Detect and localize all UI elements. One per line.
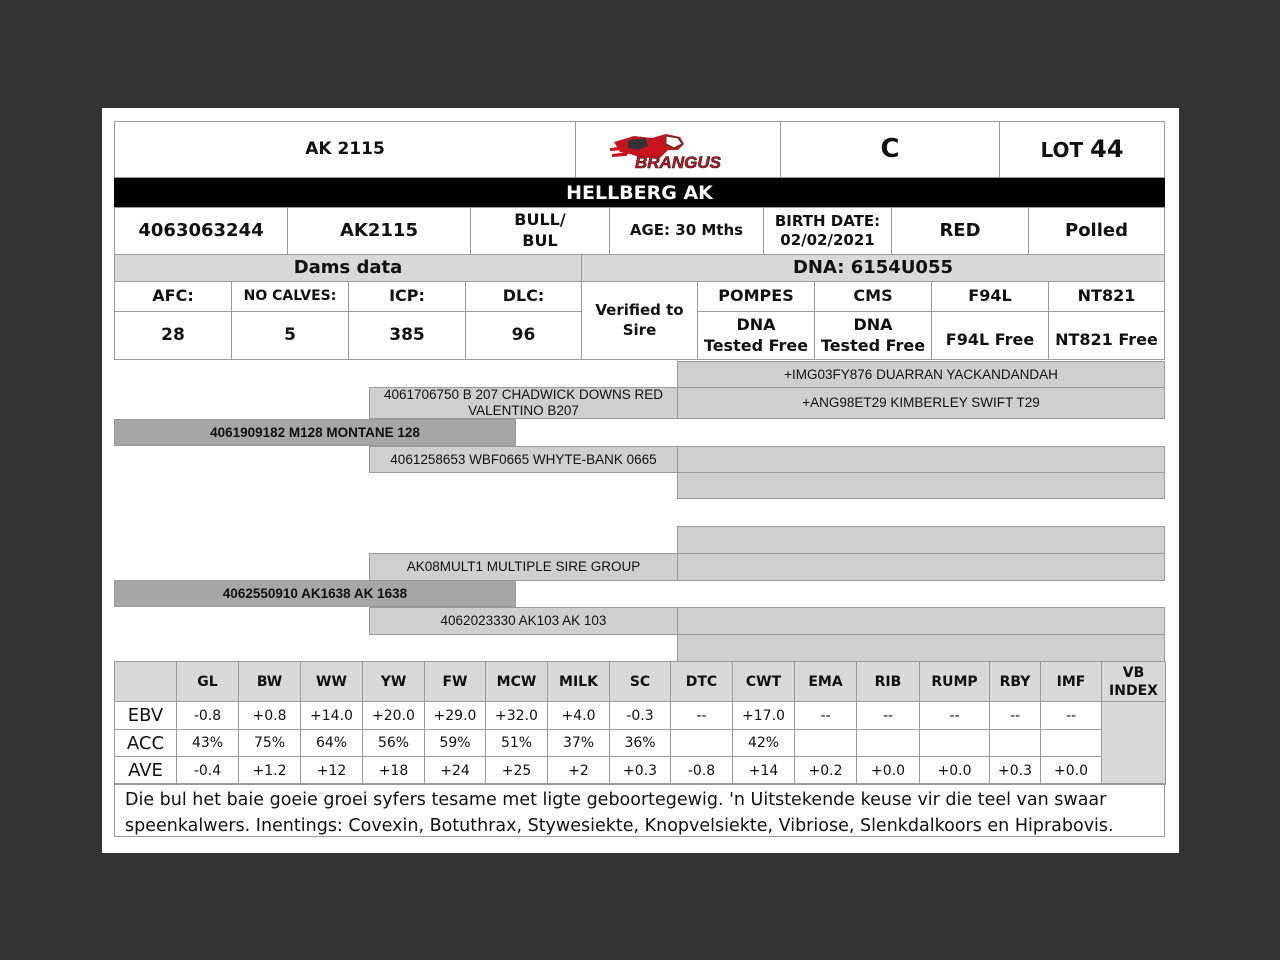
age: AGE: 30 Mths: [609, 207, 764, 255]
sex-line1: BULL/: [514, 210, 566, 230]
ebv-cell-ave-fw: +24: [424, 756, 486, 785]
pedigree-dam-dam: 4062023330 AK103 AK 103: [369, 607, 678, 635]
lot-label: LOT: [1040, 137, 1084, 162]
ebv-header-bw: BW: [238, 661, 301, 702]
dna-value-f94l: F94L Free: [931, 311, 1049, 360]
pedigree-empty-6: [677, 634, 1165, 662]
ebv-header-sc: SC: [609, 661, 671, 702]
ebv-cell-ave-mcw: +25: [485, 756, 548, 785]
ebv-cell-ave-yw: +18: [362, 756, 425, 785]
dams-value-dlc: 96: [465, 311, 582, 360]
ebv-header-vb-index: VB INDEX: [1101, 661, 1166, 702]
pedigree-sire-dam: 4061258653 WBF0665 WHYTE-BANK 0665: [369, 446, 678, 473]
color: RED: [891, 207, 1029, 255]
ebv-cell-ave-bw: +1.2: [238, 756, 301, 785]
dams-value-icp: 385: [348, 311, 466, 360]
ebv-cell-ave-ww: +12: [300, 756, 363, 785]
dna-header-cms: CMS: [814, 281, 932, 312]
grade: C: [780, 121, 1000, 178]
ebv-cell-ebv-fw: +29.0: [424, 701, 486, 730]
ebv-cell-acc-rump: [919, 729, 990, 757]
ebv-header-rby: RBY: [989, 661, 1041, 702]
ebv-cell-ebv-cwt: +17.0: [732, 701, 795, 730]
ebv-cell-acc-gl: 43%: [176, 729, 239, 757]
ebv-cell-ave-rby: +0.3: [989, 756, 1041, 785]
ebv-cell-ebv-bw: +0.8: [238, 701, 301, 730]
dams-data-title: Dams data: [114, 254, 582, 282]
ebv-cell-ebv-mcw: +32.0: [485, 701, 548, 730]
ebv-cell-ebv-ww: +14.0: [300, 701, 363, 730]
sex: [470, 207, 610, 255]
dna-cms-line1: DNA: [853, 314, 893, 334]
dna-header-pompes: POMPES: [697, 281, 815, 312]
dna-pompes-line2: Tested Free: [703, 335, 809, 355]
birth-label: BIRTH DATE:: [774, 211, 881, 230]
ebv-cell-acc-ww: 64%: [300, 729, 363, 757]
dams-header-dlc: DLC:: [465, 281, 582, 312]
ebv-header-mcw: MCW: [485, 661, 548, 702]
pedigree-sire-sire-sire: +IMG03FY876 DUARRAN YACKANDANDAH: [677, 361, 1165, 388]
dams-header-icp: ICP:: [348, 281, 466, 312]
horn-status: Polled: [1028, 207, 1165, 255]
pedigree-sire-sire-dam: +ANG98ET29 KIMBERLEY SWIFT T29: [677, 387, 1165, 419]
ebv-cell-ave-cwt: +14: [732, 756, 795, 785]
ebv-cell-ave-milk: +2: [547, 756, 610, 785]
dna-value-cms: [814, 311, 932, 360]
ebv-cell-acc-fw: 59%: [424, 729, 486, 757]
pedigree-empty-3: [677, 526, 1165, 554]
ebv-cell-acc-bw: 75%: [238, 729, 301, 757]
brangus-logo: [575, 121, 781, 178]
dams-header-afc: AFC:: [114, 281, 232, 312]
dams-value-calves: 5: [231, 311, 349, 360]
ebv-row-label-ebv: EBV: [114, 701, 177, 730]
birth-date: [763, 207, 892, 255]
dams-value-afc: 28: [114, 311, 232, 360]
ebv-header-imf: IMF: [1040, 661, 1102, 702]
logo-text: BRANGUS: [635, 152, 721, 172]
ebv-cell-acc-milk: 37%: [547, 729, 610, 757]
ebv-cell-acc-dtc: [670, 729, 733, 757]
ebv-cell-ave-sc: +0.3: [609, 756, 671, 785]
ebv-header-gl: GL: [176, 661, 239, 702]
tag-number: AK2115: [287, 207, 471, 255]
dna-cms-line2: Tested Free: [820, 335, 926, 355]
animal-id: AK 2115: [114, 121, 576, 178]
dna-pompes-line1: DNA: [736, 314, 776, 334]
ebv-cell-ebv-rump: --: [919, 701, 990, 730]
ebv-header-ww: WW: [300, 661, 363, 702]
dna-value-pompes: [697, 311, 815, 360]
dna-value-nt821: NT821 Free: [1048, 311, 1165, 360]
ebv-header-milk: MILK: [547, 661, 610, 702]
ebv-cell-acc-rib: [856, 729, 920, 757]
ebv-header-rib: RIB: [856, 661, 920, 702]
ebv-cell-acc-sc: 36%: [609, 729, 671, 757]
sale-card: [102, 108, 1179, 853]
ebv-cell-ebv-sc: -0.3: [609, 701, 671, 730]
ebv-header-rump: RUMP: [919, 661, 990, 702]
pedigree-sire: 4061909182 M128 MONTANE 128: [114, 419, 516, 446]
ebv-header-yw: YW: [362, 661, 425, 702]
pedigree-dam: 4062550910 AK1638 AK 1638: [114, 580, 516, 607]
ebv-cell-acc-mcw: 51%: [485, 729, 548, 757]
ebv-cell-ebv-gl: -0.8: [176, 701, 239, 730]
ebv-header-dtc: DTC: [670, 661, 733, 702]
ebv-cell-acc-imf: [1040, 729, 1102, 757]
ebv-cell-ave-gl: -0.4: [176, 756, 239, 785]
bull-logo-icon: [608, 128, 748, 172]
lot: [999, 121, 1165, 178]
ebv-header-fw: FW: [424, 661, 486, 702]
ebv-cell-acc-yw: 56%: [362, 729, 425, 757]
ebv-cell-ebv-rby: --: [989, 701, 1041, 730]
lot-number: 44: [1090, 134, 1124, 163]
ebv-header-cwt: CWT: [732, 661, 795, 702]
pedigree-empty-4: [677, 553, 1165, 581]
dna-header-f94l: F94L: [931, 281, 1049, 312]
dams-header-calves: NO CALVES:: [231, 281, 349, 312]
ebv-cell-ebv-ema: --: [794, 701, 857, 730]
pedigree-dam-sire: AK08MULT1 MULTIPLE SIRE GROUP: [369, 553, 678, 581]
ebv-cell-acc-ema: [794, 729, 857, 757]
pedigree-empty-5: [677, 607, 1165, 635]
pedigree-empty-1: [677, 446, 1165, 473]
ebv-index-cell: [1101, 701, 1166, 785]
ebv-header-corner: [114, 661, 177, 702]
pedigree-empty-2: [677, 472, 1165, 499]
ebv-cell-ave-imf: +0.0: [1040, 756, 1102, 785]
ebv-cell-ebv-yw: +20.0: [362, 701, 425, 730]
ebv-cell-ave-ema: +0.2: [794, 756, 857, 785]
dna-title: DNA: 6154U055: [581, 254, 1165, 282]
ebv-row-label-acc: ACC: [114, 729, 177, 757]
ebv-cell-ave-dtc: -0.8: [670, 756, 733, 785]
ebv-cell-ebv-dtc: --: [670, 701, 733, 730]
ebv-cell-acc-cwt: 42%: [732, 729, 795, 757]
sex-line2: BUL: [522, 231, 558, 250]
ebv-cell-ave-rump: +0.0: [919, 756, 990, 785]
ebv-row-label-ave: AVE: [114, 756, 177, 785]
dna-header-nt821: NT821: [1048, 281, 1165, 312]
dna-verified: Verified to Sire: [581, 281, 698, 360]
ebv-cell-acc-rby: [989, 729, 1041, 757]
birth-date-value: 02/02/2021: [780, 231, 875, 249]
pedigree-sire-sire: 4061706750 B 207 CHADWICK DOWNS RED VALENTINO B207: [369, 387, 678, 419]
registration-number: 4063063244: [114, 207, 288, 255]
ebv-cell-ebv-rib: --: [856, 701, 920, 730]
ebv-cell-ebv-imf: --: [1040, 701, 1102, 730]
comment: Die bul het baie goeie groei syfers tesame met ligte geboortegewig. 'n Uitstekende keuse vir die teel van swaar speenkalwers. Inentings: Covexin, Botuthrax, Stywesiekte, Knopvelsiekte, Vibriose, Slenkdalkoors en Hiprabovis.: [114, 783, 1165, 837]
ebv-cell-ebv-milk: +4.0: [547, 701, 610, 730]
animal-name: HELLBERG AK: [114, 178, 1165, 207]
ebv-header-ema: EMA: [794, 661, 857, 702]
ebv-cell-ave-rib: +0.0: [856, 756, 920, 785]
